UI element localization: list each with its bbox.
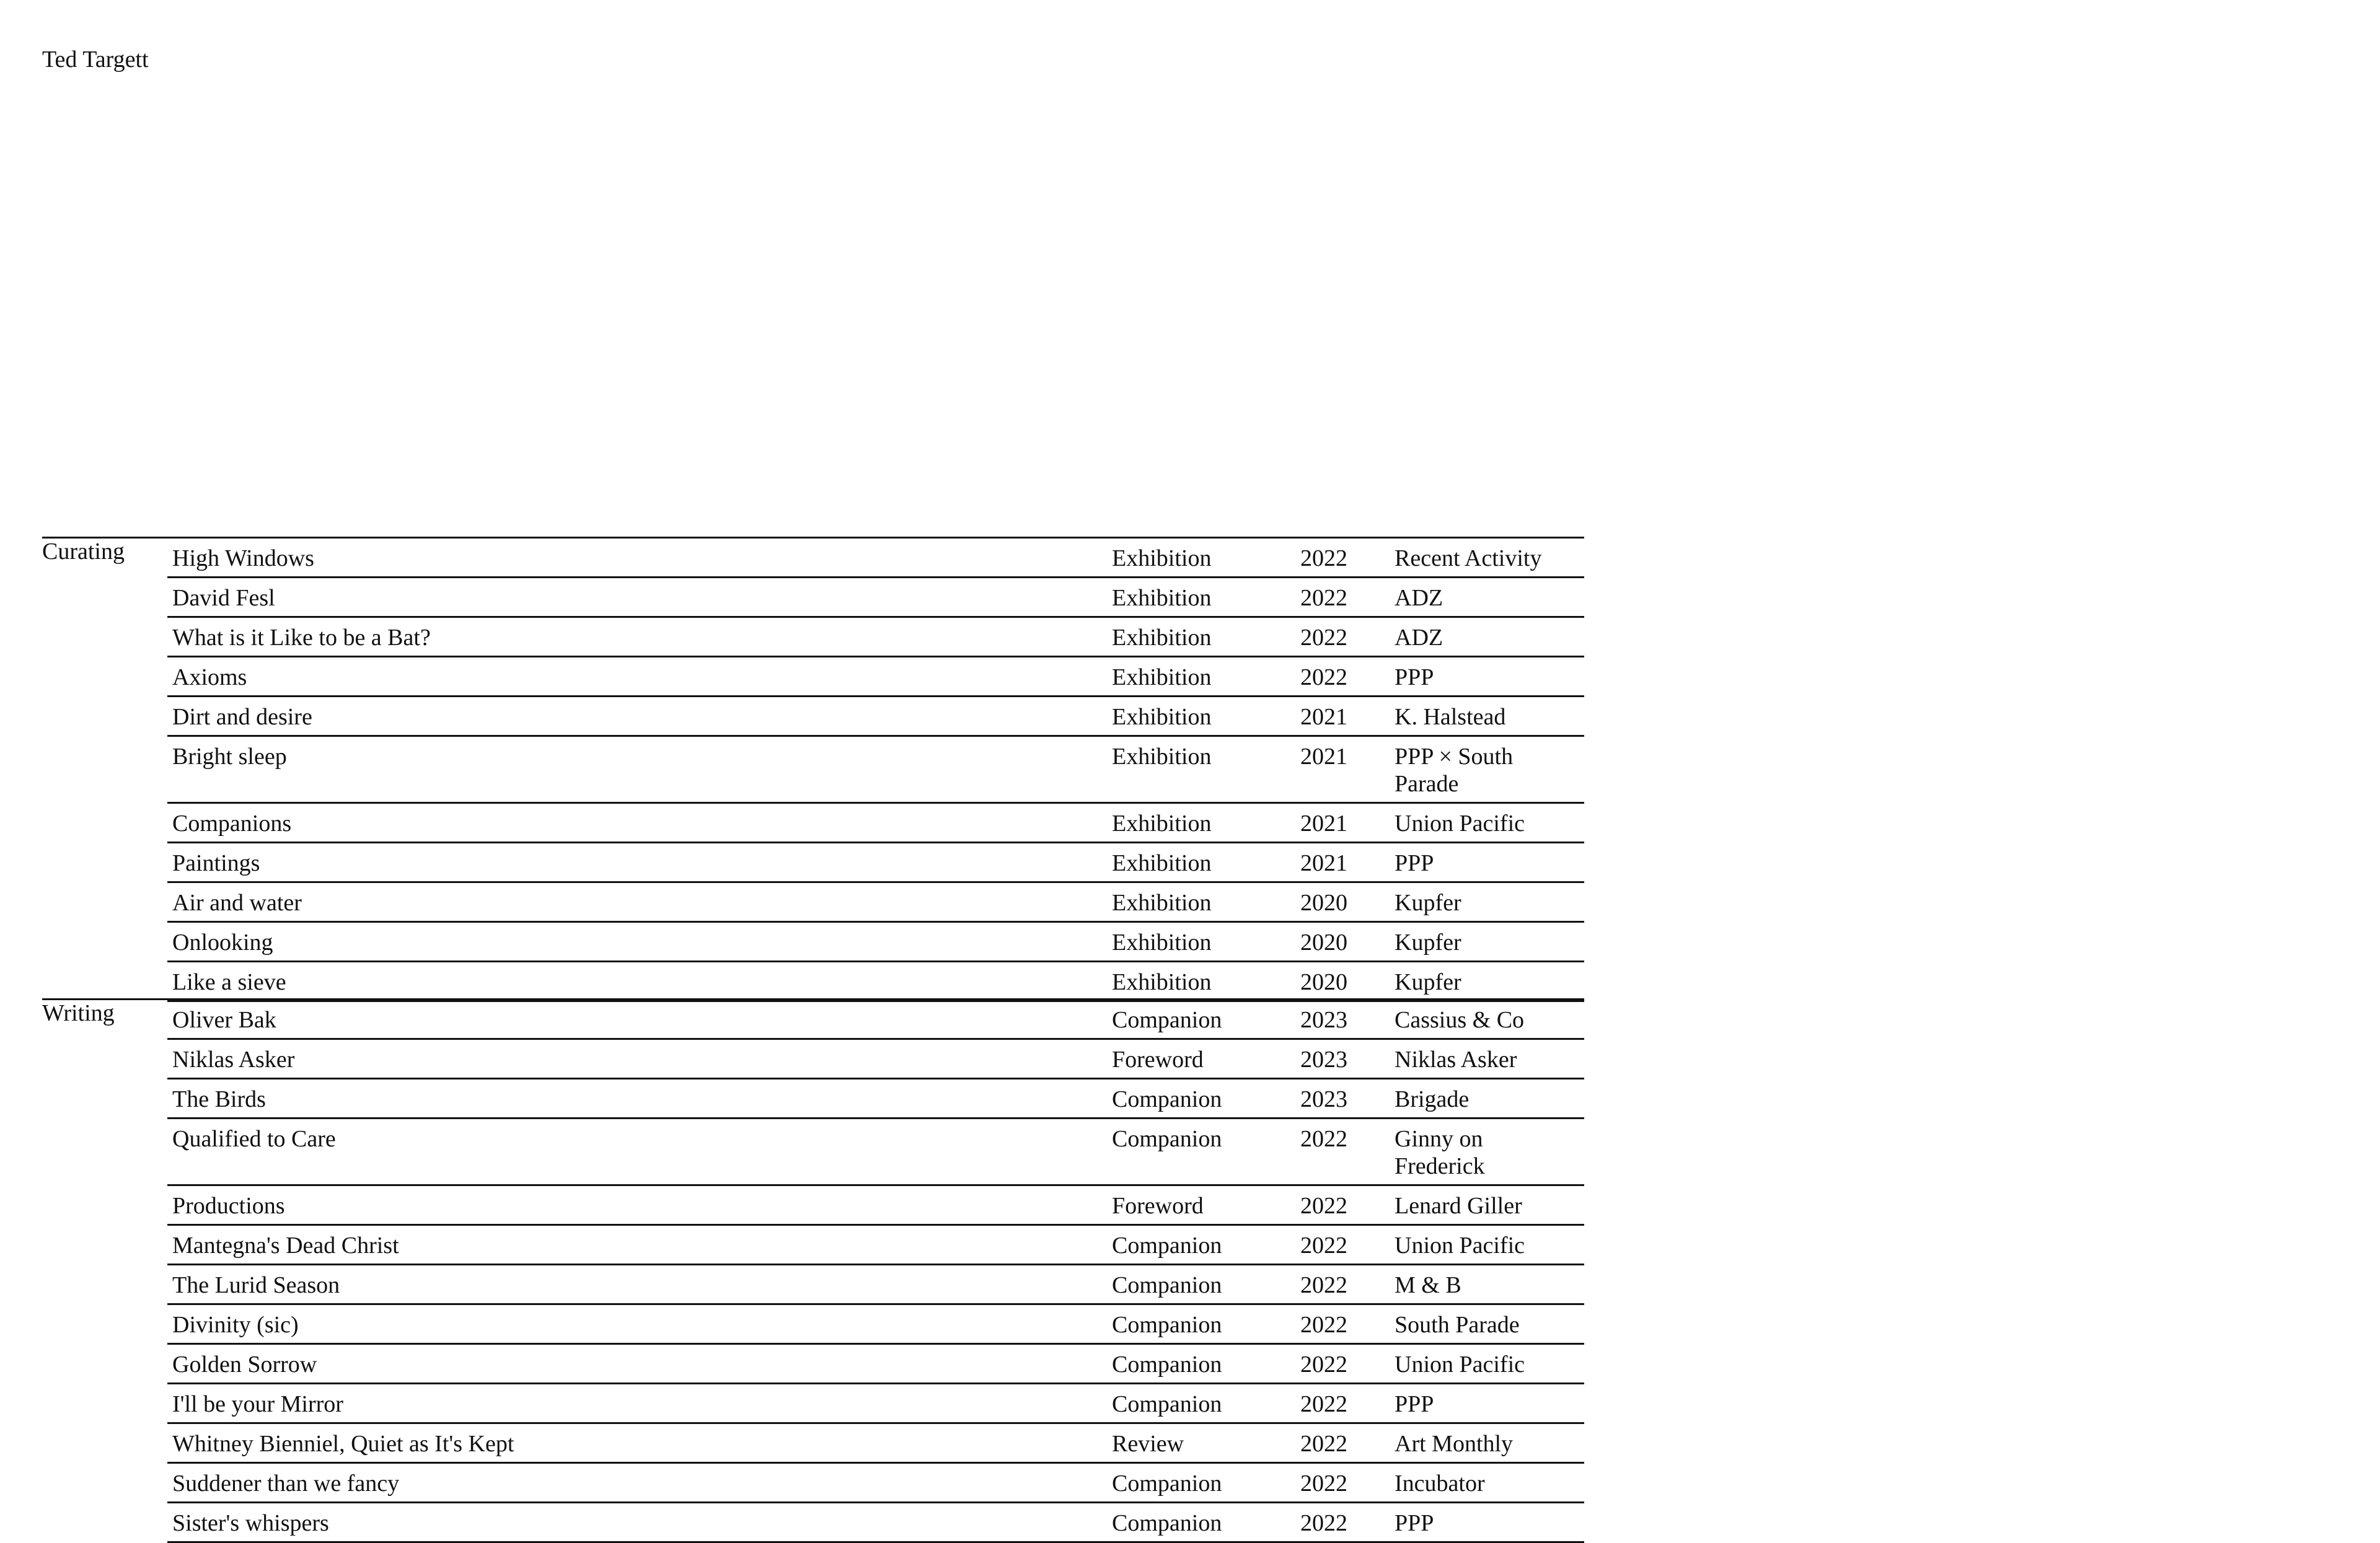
list-item[interactable] bbox=[167, 697, 1584, 737]
list-item[interactable] bbox=[167, 1424, 1584, 1464]
item-type: Exhibition bbox=[1112, 744, 1212, 770]
item-year: 2022 bbox=[1300, 1272, 1347, 1298]
item-title: What is it Like to be a Bat? bbox=[172, 625, 431, 651]
item-publisher: K. Halstead bbox=[1395, 704, 1506, 730]
list-item[interactable] bbox=[167, 1186, 1584, 1226]
item-publisher: Art Monthly bbox=[1395, 1431, 1514, 1457]
item-type: Exhibition bbox=[1112, 850, 1212, 876]
item-title: Onlooking bbox=[172, 930, 273, 956]
list-item[interactable] bbox=[167, 962, 1584, 1002]
item-title: Productions bbox=[172, 1193, 285, 1219]
item-type: Companion bbox=[1112, 1312, 1222, 1338]
item-year: 2022 bbox=[1300, 664, 1347, 690]
list-item[interactable] bbox=[167, 883, 1584, 923]
item-year: 2020 bbox=[1300, 890, 1347, 916]
item-title: The Birds bbox=[172, 1086, 266, 1112]
list-item[interactable] bbox=[167, 1226, 1584, 1265]
item-title: Bright sleep bbox=[172, 744, 287, 770]
item-type: Review bbox=[1112, 1431, 1184, 1457]
item-publisher: Lenard Giller bbox=[1395, 1193, 1522, 1219]
item-type: Companion bbox=[1112, 1126, 1222, 1152]
list-item[interactable] bbox=[167, 923, 1584, 962]
item-title: Like a sieve bbox=[172, 969, 286, 995]
list-item[interactable] bbox=[167, 618, 1584, 657]
site-title[interactable]: Ted Targett bbox=[42, 46, 149, 73]
item-title: Suddener than we fancy bbox=[172, 1470, 400, 1497]
list-item[interactable] bbox=[167, 1503, 1584, 1543]
list-item[interactable] bbox=[167, 1464, 1584, 1503]
item-title: Oliver Bak bbox=[172, 1007, 276, 1033]
list-item[interactable] bbox=[167, 1345, 1584, 1384]
list-item[interactable] bbox=[167, 804, 1584, 843]
item-year: 2022 bbox=[1300, 1470, 1347, 1497]
item-title: Paintings bbox=[172, 850, 260, 876]
item-type: Companion bbox=[1112, 1470, 1222, 1497]
item-title: The Lurid Season bbox=[172, 1272, 340, 1298]
item-publisher: PPP bbox=[1395, 1391, 1434, 1417]
item-publisher: Cassius & Co bbox=[1395, 1007, 1525, 1033]
item-year: 2022 bbox=[1300, 1233, 1347, 1259]
item-title: Sister's whispers bbox=[172, 1510, 329, 1536]
item-type: Companion bbox=[1112, 1272, 1222, 1298]
list-item[interactable] bbox=[167, 1000, 1584, 1040]
item-type: Exhibition bbox=[1112, 625, 1212, 651]
item-publisher: Union Pacific bbox=[1395, 811, 1525, 837]
item-year: 2021 bbox=[1300, 744, 1347, 770]
item-type: Exhibition bbox=[1112, 890, 1212, 916]
curating-list bbox=[42, 537, 1584, 1002]
item-year: 2022 bbox=[1300, 1391, 1347, 1417]
item-type: Exhibition bbox=[1112, 930, 1212, 956]
list-item[interactable] bbox=[167, 539, 1584, 578]
item-publisher: Kupfer bbox=[1395, 969, 1461, 995]
item-publisher: Recent Activity bbox=[1395, 545, 1542, 571]
list-item[interactable] bbox=[167, 578, 1584, 618]
item-year: 2023 bbox=[1300, 1047, 1347, 1073]
list-item[interactable] bbox=[167, 1384, 1584, 1424]
item-type: Exhibition bbox=[1112, 545, 1212, 571]
item-title: David Fesl bbox=[172, 585, 275, 611]
item-year: 2022 bbox=[1300, 1431, 1347, 1457]
item-year: 2021 bbox=[1300, 850, 1347, 876]
item-publisher: PPP bbox=[1395, 850, 1434, 876]
item-publisher: Union Pacific bbox=[1395, 1352, 1525, 1378]
item-year: 2023 bbox=[1300, 1086, 1347, 1112]
item-year: 2022 bbox=[1300, 625, 1347, 651]
item-title: Mantegna's Dead Christ bbox=[172, 1233, 399, 1259]
item-year: 2022 bbox=[1300, 1312, 1347, 1338]
item-title: Divinity (sic) bbox=[172, 1312, 299, 1338]
item-type: Exhibition bbox=[1112, 704, 1212, 730]
item-type: Exhibition bbox=[1112, 969, 1212, 995]
item-publisher: South Parade bbox=[1395, 1312, 1520, 1338]
item-type: Foreword bbox=[1112, 1047, 1204, 1073]
item-type: Foreword bbox=[1112, 1193, 1204, 1219]
writing-list bbox=[42, 998, 1584, 1543]
item-publisher: Kupfer bbox=[1395, 890, 1461, 916]
item-publisher: Ginny on Frederick bbox=[1395, 1126, 1485, 1179]
item-title: High Windows bbox=[172, 545, 314, 571]
list-item[interactable] bbox=[167, 657, 1584, 697]
item-year: 2022 bbox=[1300, 1510, 1347, 1536]
item-year: 2022 bbox=[1300, 1126, 1347, 1152]
item-title: Axioms bbox=[172, 664, 247, 690]
item-publisher: Kupfer bbox=[1395, 930, 1461, 956]
item-title: Whitney Bienniel, Quiet as It's Kept bbox=[172, 1431, 514, 1457]
section-label-curating: Curating bbox=[42, 539, 125, 565]
item-year: 2022 bbox=[1300, 545, 1347, 571]
item-publisher: Niklas Asker bbox=[1395, 1047, 1517, 1073]
item-publisher: PPP × South Parade bbox=[1395, 744, 1514, 797]
item-publisher: Brigade bbox=[1395, 1086, 1470, 1112]
item-type: Exhibition bbox=[1112, 664, 1212, 690]
list-item[interactable] bbox=[167, 1265, 1584, 1305]
list-item[interactable] bbox=[167, 1119, 1584, 1186]
item-type: Companion bbox=[1112, 1391, 1222, 1417]
item-publisher: ADZ bbox=[1395, 585, 1443, 611]
item-year: 2020 bbox=[1300, 930, 1347, 956]
list-item[interactable] bbox=[167, 1079, 1584, 1119]
item-type: Companion bbox=[1112, 1510, 1222, 1536]
section-label-writing: Writing bbox=[42, 1000, 115, 1026]
item-type: Exhibition bbox=[1112, 811, 1212, 837]
item-type: Companion bbox=[1112, 1086, 1222, 1112]
item-type: Companion bbox=[1112, 1007, 1222, 1033]
item-title: Companions bbox=[172, 811, 292, 837]
item-year: 2021 bbox=[1300, 704, 1347, 730]
list-item[interactable] bbox=[167, 737, 1584, 804]
item-title: I'll be your Mirror bbox=[172, 1391, 343, 1417]
list-item[interactable] bbox=[167, 1040, 1584, 1079]
item-type: Companion bbox=[1112, 1233, 1222, 1259]
item-year: 2020 bbox=[1300, 969, 1347, 995]
item-year: 2022 bbox=[1300, 1352, 1347, 1378]
item-publisher: Incubator bbox=[1395, 1470, 1485, 1497]
item-publisher: Union Pacific bbox=[1395, 1233, 1525, 1259]
item-publisher: ADZ bbox=[1395, 625, 1443, 651]
list-item[interactable] bbox=[167, 1305, 1584, 1345]
item-title: Niklas Asker bbox=[172, 1047, 295, 1073]
item-type: Exhibition bbox=[1112, 585, 1212, 611]
item-type: Companion bbox=[1112, 1352, 1222, 1378]
item-year: 2021 bbox=[1300, 811, 1347, 837]
item-publisher: PPP bbox=[1395, 664, 1434, 690]
item-year: 2023 bbox=[1300, 1007, 1347, 1033]
item-year: 2022 bbox=[1300, 585, 1347, 611]
item-publisher: PPP bbox=[1395, 1510, 1434, 1536]
item-publisher: M & B bbox=[1395, 1272, 1461, 1298]
item-title: Air and water bbox=[172, 890, 302, 916]
item-title: Golden Sorrow bbox=[172, 1352, 317, 1378]
list-item[interactable] bbox=[167, 843, 1584, 883]
item-year: 2022 bbox=[1300, 1193, 1347, 1219]
item-title: Dirt and desire bbox=[172, 704, 312, 730]
item-title: Qualified to Care bbox=[172, 1126, 336, 1152]
